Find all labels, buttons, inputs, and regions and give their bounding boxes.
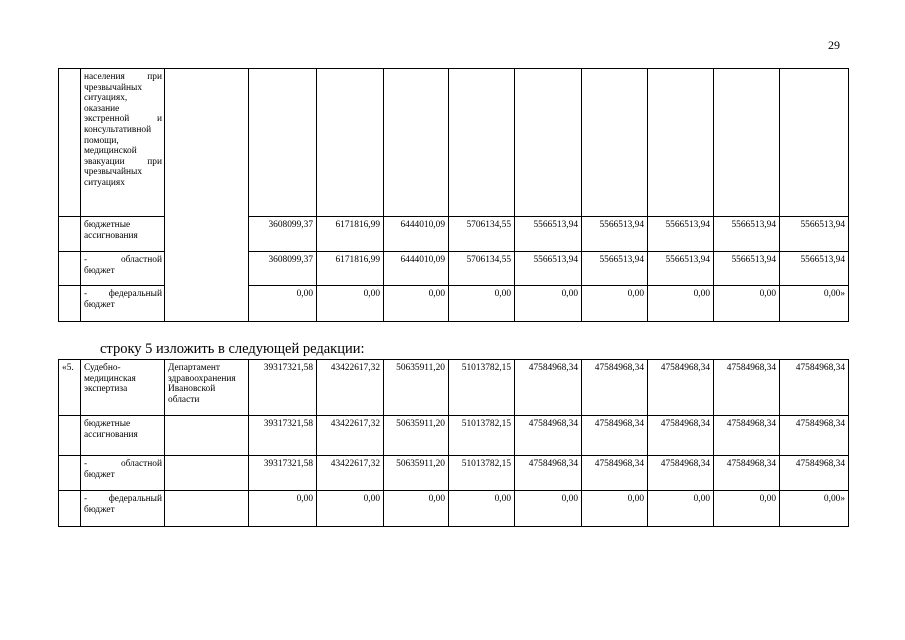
budget-table-row-5 <box>58 359 849 527</box>
value-cell: 6444010,09 <box>384 252 449 286</box>
value-cell: 6444010,09 <box>384 217 449 252</box>
program-name-cell: населения при чрезвычайных ситуациях, оказание экстренной и консультативной помощи, медицинской эвакуации при чрезвычайных ситуациях <box>81 69 165 217</box>
value-cell: 0,00 <box>317 286 384 322</box>
value-cell: 5566513,94 <box>648 217 714 252</box>
value-cell: 43422617,32 <box>317 456 384 491</box>
budget-table-continued <box>58 68 849 322</box>
value-cell: 51013782,15 <box>449 360 515 416</box>
value-cell: 0,00 <box>582 491 648 527</box>
value-cell: 5566513,94 <box>582 252 648 286</box>
value-cell: 47584968,34 <box>714 360 780 416</box>
value-cell: 5566513,94 <box>714 252 780 286</box>
value-cell: 47584968,34 <box>714 456 780 491</box>
value-cell: 0,00 <box>648 286 714 322</box>
value-cell: 39317321,58 <box>249 416 317 456</box>
row-label: - федеральный бюджет <box>81 286 165 322</box>
value-cell: 47584968,34 <box>515 360 582 416</box>
program-name-cell: Судебно-медицинская экспертиза <box>81 360 165 416</box>
value-cell: 43422617,32 <box>317 360 384 416</box>
value-cell: 47584968,34 <box>515 416 582 456</box>
value-cell: 39317321,58 <box>249 360 317 416</box>
executor-cell: Департамент здравоохранения Ивановской области <box>165 360 249 416</box>
value-cell: 0,00 <box>515 286 582 322</box>
value-cell: 5706134,55 <box>449 252 515 286</box>
value-cell: 5566513,94 <box>582 217 648 252</box>
value-cell: 3608099,37 <box>249 217 317 252</box>
value-cell: 5706134,55 <box>449 217 515 252</box>
table-row <box>59 360 849 416</box>
value-cell: 6171816,99 <box>317 217 384 252</box>
value-cell: 5566513,94 <box>780 252 849 286</box>
value-cell: 0,00 <box>317 491 384 527</box>
table-row <box>59 456 849 491</box>
table-row <box>59 69 849 217</box>
value-cell: 50635911,20 <box>384 456 449 491</box>
table-row <box>59 416 849 456</box>
value-cell: 5566513,94 <box>515 252 582 286</box>
value-cell: 39317321,58 <box>249 456 317 491</box>
value-cell: 0,00 <box>714 286 780 322</box>
value-cell: 47584968,34 <box>780 456 849 491</box>
value-cell: 47584968,34 <box>648 416 714 456</box>
value-cell: 5566513,94 <box>714 217 780 252</box>
value-cell: 47584968,34 <box>780 416 849 456</box>
row-label: бюджетные ассигнования <box>81 217 165 252</box>
value-cell: 0,00 <box>515 491 582 527</box>
value-cell: 0,00 <box>384 286 449 322</box>
value-cell: 47584968,34 <box>648 456 714 491</box>
instruction-text: строку 5 изложить в следующей редакции: <box>100 341 365 357</box>
row-label: - областной бюджет <box>81 456 165 491</box>
value-cell: 47584968,34 <box>582 416 648 456</box>
value-cell: 0,00 <box>384 491 449 527</box>
value-cell: 50635911,20 <box>384 416 449 456</box>
value-cell: 51013782,15 <box>449 416 515 456</box>
value-cell: 0,00 <box>714 491 780 527</box>
row-label: - областной бюджет <box>81 252 165 286</box>
value-cell: 50635911,20 <box>384 360 449 416</box>
value-cell: 5566513,94 <box>515 217 582 252</box>
value-cell: 0,00» <box>780 491 849 527</box>
value-cell: 47584968,34 <box>515 456 582 491</box>
value-cell: 43422617,32 <box>317 416 384 456</box>
value-cell: 6171816,99 <box>317 252 384 286</box>
table-row <box>59 491 849 527</box>
value-cell: 0,00 <box>648 491 714 527</box>
value-cell: 47584968,34 <box>714 416 780 456</box>
value-cell: 51013782,15 <box>449 456 515 491</box>
value-cell: 47584968,34 <box>582 456 648 491</box>
value-cell: 3608099,37 <box>249 252 317 286</box>
value-cell: 0,00» <box>780 286 849 322</box>
value-cell: 47584968,34 <box>780 360 849 416</box>
value-cell: 0,00 <box>449 286 515 322</box>
value-cell: 0,00 <box>582 286 648 322</box>
page-number: 29 <box>828 38 840 52</box>
row-label: бюджетные ассигнования <box>81 416 165 456</box>
value-cell: 47584968,34 <box>648 360 714 416</box>
value-cell: 5566513,94 <box>780 217 849 252</box>
value-cell: 5566513,94 <box>648 252 714 286</box>
value-cell: 0,00 <box>449 491 515 527</box>
value-cell: 0,00 <box>249 286 317 322</box>
row-label: - федеральный бюджет <box>81 491 165 527</box>
row-number-cell: «5. <box>59 360 81 416</box>
value-cell: 47584968,34 <box>582 360 648 416</box>
value-cell: 0,00 <box>249 491 317 527</box>
executor-cell <box>165 69 249 322</box>
